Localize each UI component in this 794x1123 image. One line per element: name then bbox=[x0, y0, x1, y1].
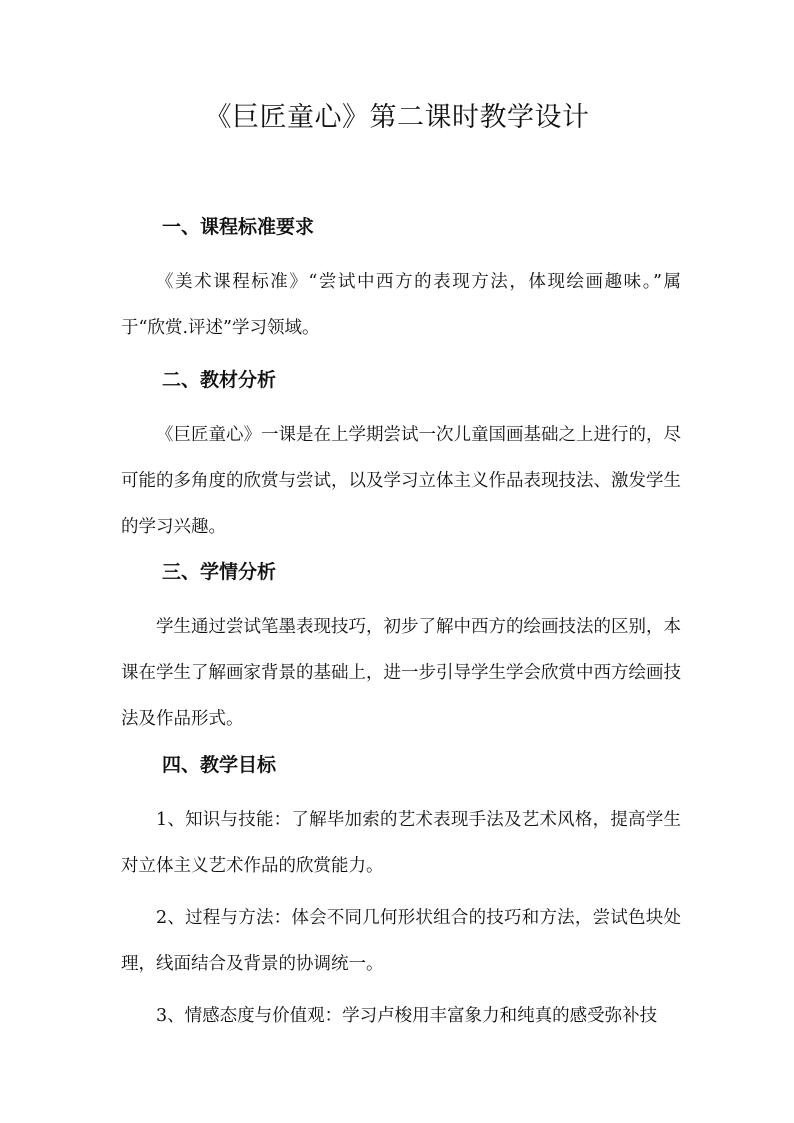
document-title: 《巨匠童心》第二课时教学设计 bbox=[204, 102, 590, 133]
section-heading-student-analysis: 三、学情分析 bbox=[162, 561, 277, 583]
paragraph-goal-knowledge-skills: 1、知识与技能：了解毕加索的艺术表现手法及艺术风格，提高学生对立体主义艺术作品的欣赏能力。 bbox=[121, 810, 681, 876]
paragraph-student-analysis: 学生通过尝试笔墨表现技巧，初步了解中西方的绘画技法的区别，本课在学生了解画家背景的基础上，进一步引导学生学会欣赏中西方绘画技法及作品形式。 bbox=[121, 617, 681, 729]
paragraph-goal-process-methods: 2、过程与方法：体会不同几何形状组合的技巧和方法，尝试色块处理，线面结合及背景的协调统一。 bbox=[121, 908, 681, 974]
section-heading-teaching-goals: 四、教学目标 bbox=[162, 754, 277, 776]
paragraph-textbook-analysis: 《巨匠童心》一课是在上学期尝试一次儿童国画基础之上进行的，尽可能的多角度的欣赏与尝试，以及学习立体主义作品表现技法、激发学生的学习兴趣。 bbox=[121, 425, 681, 537]
paragraph-goal-emotion-values: 3、情感态度与价值观：学习卢梭用丰富象力和纯真的感受弥补技 bbox=[156, 1006, 658, 1026]
section-heading-curriculum-standard: 一、课程标准要求 bbox=[162, 216, 315, 238]
section-heading-textbook-analysis: 二、教材分析 bbox=[162, 369, 277, 391]
paragraph-curriculum-standard: 《美术课程标准》“尝试中西方的表现方法，体现绘画趣味。”属于“欣赏.评述”学习领域。 bbox=[121, 272, 681, 338]
